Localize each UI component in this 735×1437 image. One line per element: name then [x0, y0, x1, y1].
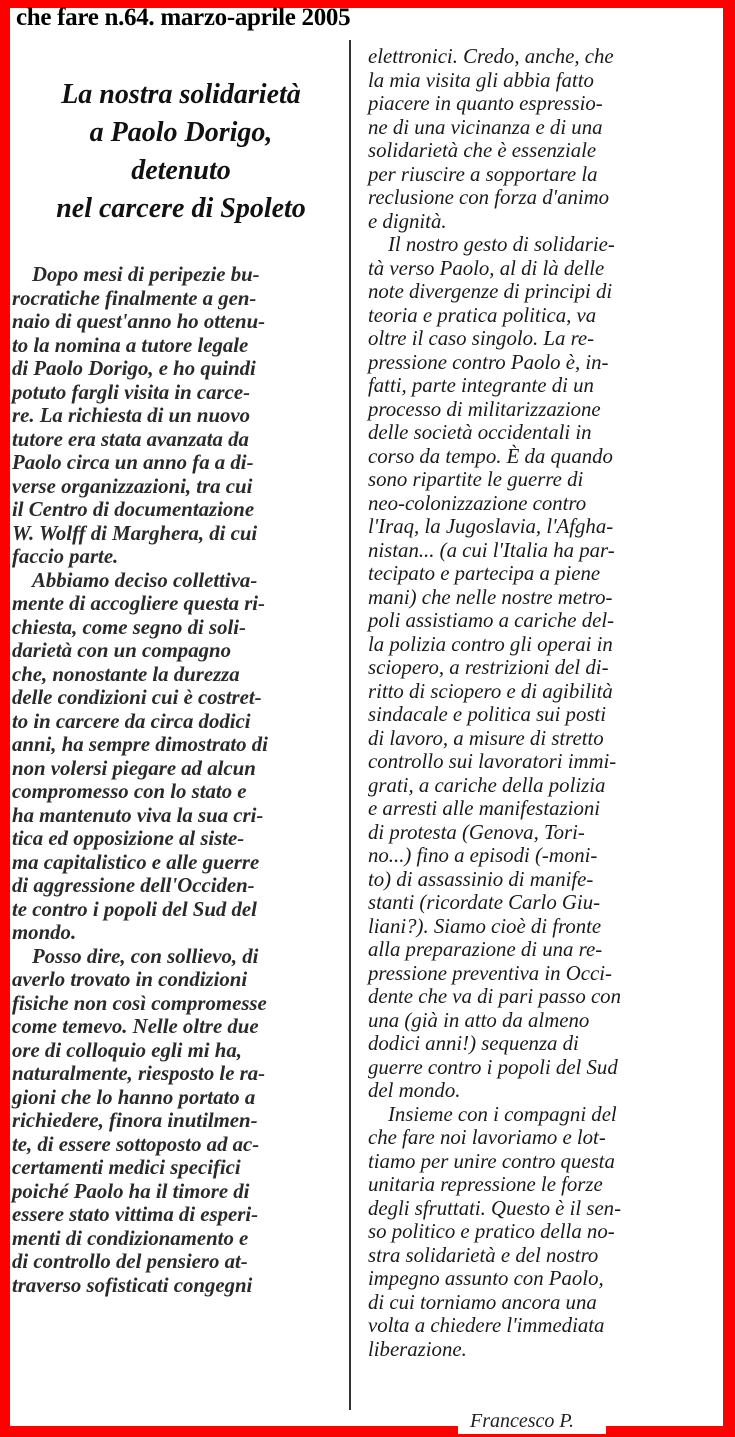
text-line: richiedere, finora inutilmen-: [12, 1109, 258, 1132]
text-line: pressione preventiva in Occi-: [368, 961, 612, 985]
text-line: poiché Paolo ha il timore di: [12, 1179, 250, 1203]
text-line: tica ed opposizione al siste-: [12, 827, 245, 850]
text-line: mente di accogliere questa ri-: [12, 592, 265, 615]
text-line: guerre contro i popoli del Sud: [368, 1055, 618, 1079]
text-line: sindacale e politica sui posti: [368, 703, 606, 726]
text-line: stanti (ricordate Carlo Giu-: [368, 891, 601, 914]
text-line: traverso sofisticati congegni: [12, 1273, 253, 1297]
text-line: e arresti alle manifestazioni: [368, 797, 601, 820]
text-line: il Centro di documentazione: [12, 498, 255, 521]
text-line: dodici anni!) sequenza di: [368, 1032, 579, 1055]
text-line: tecipato e partecipa a piene: [368, 562, 601, 585]
article-title: [26, 76, 336, 228]
text-line: per riuscire a sopportare la: [368, 162, 598, 186]
text-line: te, di essere sottoposto ad ac-: [12, 1132, 260, 1156]
text-line: ore di colloquio egli mi ha,: [12, 1038, 242, 1062]
text-line: nistan... (a cui l'Italia ha par-: [368, 538, 615, 562]
text-line: Posso dire, con sollievo, di: [32, 944, 259, 968]
text-line: Paolo circa un anno fa a di-: [12, 451, 254, 474]
title-line: nel carcere di Spoleto: [56, 193, 306, 224]
text-line: volta a chiedere l'immediata: [368, 1314, 605, 1337]
text-line: come temevo. Nelle oltre due: [12, 1015, 259, 1038]
text-line: tà verso Paolo, al di là delle: [368, 256, 605, 280]
text-line: unitaria repressione le forze: [368, 1173, 603, 1196]
text-line: to) di assassinio di manife-: [368, 867, 594, 891]
text-line: liani?). Siamo cioè di fronte: [368, 914, 602, 938]
text-line: ma capitalistico e alle guerre: [12, 850, 260, 874]
text-line: so politico e pratico della no-: [368, 1220, 615, 1243]
text-line: Dopo mesi di peripezie bu-: [32, 263, 260, 286]
text-line: verse organizzazioni, tra cui: [12, 474, 253, 498]
left-text-column: [12, 263, 330, 1297]
text-line: poli assistiamo a cariche del-: [368, 609, 615, 632]
text-line: rocratiche finalmente a gen-: [12, 286, 257, 310]
text-line: sciopero, a restrizioni del di-: [368, 656, 609, 679]
text-line: piacere in quanto espressio-: [368, 92, 603, 115]
text-line: potuto fargli visita in carce-: [12, 380, 250, 404]
text-line: anni, ha sempre dimostrato di: [12, 733, 268, 756]
text-line: corso da tempo. È da quando: [368, 444, 613, 468]
text-line: grati, a cariche della polizia: [368, 773, 606, 797]
text-line: che fare noi lavoriamo e lot-: [368, 1126, 606, 1149]
text-line: sono ripartite le guerre di: [368, 468, 584, 491]
text-line: fatti, parte integrante di un: [368, 374, 594, 397]
text-line: reclusione con forza d'animo: [368, 186, 610, 209]
text-line: impegno assunto con Paolo,: [368, 1267, 604, 1290]
text-line: averlo trovato in condizioni: [12, 968, 248, 991]
text-line: chiesta, come segno di soli-: [12, 615, 246, 639]
text-line: tiamo per unire contro questa: [368, 1149, 615, 1173]
text-line: di protesta (Genova, Tori-: [368, 820, 585, 844]
text-line: delle società occidentali in: [368, 421, 592, 444]
text-line: e dignità.: [368, 209, 447, 233]
text-line: re. La richiesta di un nuovo: [12, 404, 251, 427]
text-line: di controllo del pensiero at-: [12, 1250, 248, 1273]
text-line: di Paolo Dorigo, e ho quindi: [12, 357, 256, 380]
text-line: processo di militarizzazione: [368, 397, 601, 421]
text-line: Insieme con i compagni del: [388, 1102, 617, 1126]
text-line: controllo sui lavoratori immi-: [368, 750, 617, 773]
text-line: del mondo.: [368, 1079, 461, 1102]
text-line: dente che va di pari passo con: [368, 985, 621, 1008]
text-line: neo-colonizzazione contro: [368, 491, 587, 515]
text-line: note divergenze di principi di: [368, 280, 613, 303]
text-line: solidarietà che è essenziale: [368, 139, 597, 162]
text-line: teoria e pratica politica, va: [368, 303, 597, 327]
text-line: oltre il caso singolo. La re-: [368, 327, 595, 350]
text-line: una (già in atto da almeno: [368, 1008, 590, 1032]
text-line: mondo.: [12, 921, 77, 944]
text-line: naturalmente, riesposto le ra-: [12, 1062, 266, 1085]
text-line: fisiche non così compromesse: [12, 991, 267, 1015]
text-line: compromesso con lo stato e: [12, 780, 247, 803]
text-line: mani) che nelle nostre metro-: [368, 585, 613, 609]
text-line: naio di quest'anno ho ottenu-: [12, 310, 266, 333]
right-text-column: [368, 45, 703, 1361]
masthead: che fare n.64. marzo-aprile 2005: [16, 4, 351, 31]
text-line: ha mantenuto viva la sua cri-: [12, 803, 264, 827]
text-line: non volersi piegare ad alcun: [12, 756, 256, 780]
text-line: ritto di sciopero e di agibilità: [368, 679, 613, 703]
text-line: degli sfruttati. Questo è il sen-: [368, 1196, 622, 1220]
text-line: che, nonostante la durezza: [12, 662, 240, 686]
text-line: di aggressione dell'Occiden-: [12, 874, 255, 897]
text-line: ne di una vicinanza e di una: [368, 115, 603, 139]
text-line: pressione contro Paolo è, in-: [368, 350, 609, 374]
text-line: tutore era stata avanzata da: [12, 427, 249, 451]
text-line: to la nomina a tutore legale: [12, 333, 249, 357]
text-line: liberazione.: [368, 1337, 467, 1361]
author-signature: Francesco P.: [458, 1408, 606, 1434]
text-line: to in carcere da circa dodici: [12, 709, 251, 733]
text-line: te contro i popoli del Sud del: [12, 897, 257, 921]
text-line: gioni che lo hanno portato a: [12, 1085, 256, 1109]
text-line: l'Iraq, la Jugoslavia, l'Afgha-: [368, 515, 614, 538]
text-line: faccio parte.: [12, 545, 119, 568]
text-line: menti di condizionamento e: [12, 1226, 249, 1250]
text-line: Il nostro gesto di solidarie-: [388, 233, 615, 256]
text-line: di lavoro, a misure di stretto: [368, 726, 604, 750]
column-divider: [349, 40, 351, 1410]
text-line: no...) fino a episodi (-moni-: [368, 844, 598, 867]
text-line: darietà con un compagno: [12, 639, 231, 662]
text-line: W. Wolff di Marghera, di cui: [12, 521, 258, 545]
text-line: Abbiamo deciso collettiva-: [32, 568, 258, 592]
text-line: stra solidarietà e del nostro: [368, 1243, 599, 1267]
text-line: certamenti medici specifici: [12, 1156, 241, 1179]
text-line: elettronici. Credo, anche, che: [368, 45, 614, 68]
text-line: essere stato vittima di esperi-: [12, 1203, 259, 1226]
text-line: alla preparazione di una re-: [368, 938, 603, 961]
text-line: di cui torniamo ancora una: [368, 1290, 597, 1314]
text-line: la mia visita gli abbia fatto: [368, 68, 594, 92]
text-line: delle condizioni cui è costret-: [12, 686, 262, 709]
text-line: la polizia contro gli operai in: [368, 632, 613, 656]
title-line: detenuto: [131, 155, 231, 186]
title-line: a Paolo Dorigo,: [89, 117, 273, 148]
title-line: La nostra solidarietà: [61, 79, 301, 110]
